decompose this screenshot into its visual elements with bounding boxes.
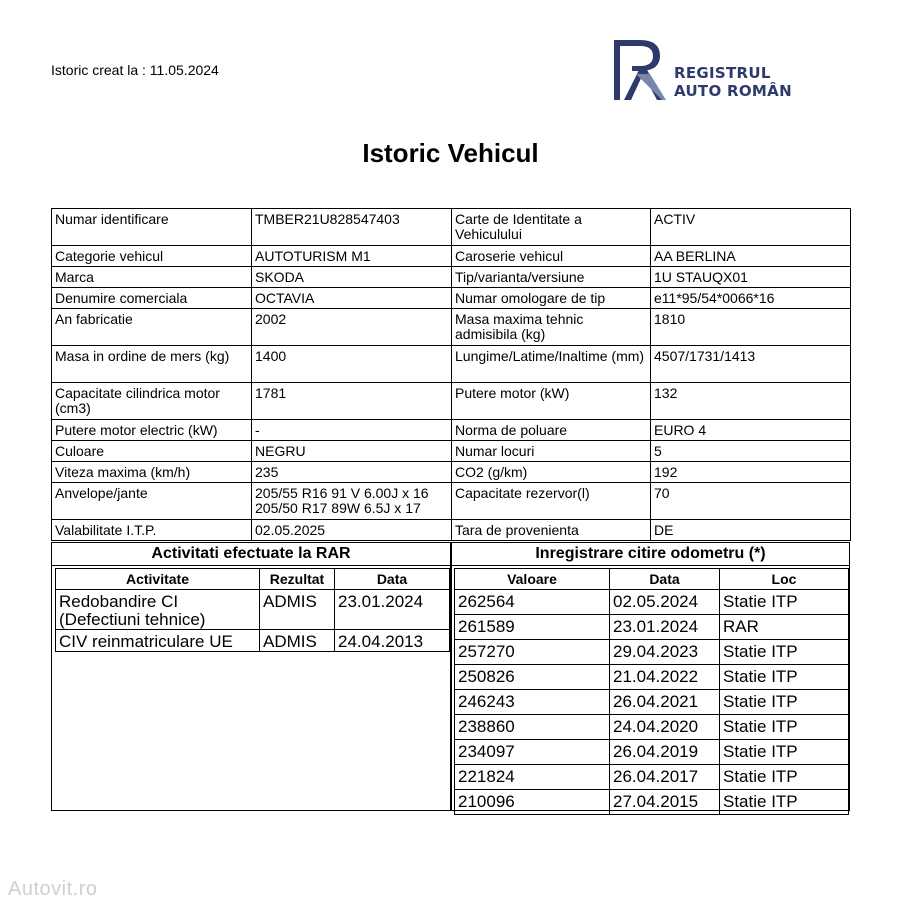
odometer-row [455,790,849,815]
odometer-location: Statie ITP [720,765,849,790]
odometer-date: 21.04.2022 [610,665,720,690]
odometer-date: 02.05.2024 [610,590,720,615]
rar-logo-icon [610,38,674,102]
field-label: Anvelope/jante [52,483,252,520]
field-value: ACTIV [651,209,851,246]
odometer-location: Statie ITP [720,590,849,615]
field-label: Capacitate rezervor(l) [452,483,651,520]
odometer-value: 250826 [455,665,610,690]
info-row [52,383,851,420]
info-row [52,209,851,246]
info-row [52,346,851,383]
field-value: 2002 [252,309,452,346]
odometer-value: 261589 [455,615,610,640]
field-value: 205/55 R16 91 V 6.00J x 16 205/50 R17 89W 6.5J x 17 [252,483,452,520]
odometer-date: 27.04.2015 [610,790,720,815]
field-label: An fabricatie [52,309,252,346]
field-value: 1U STAUQX01 [651,267,851,288]
field-label: Numar locuri [452,441,651,462]
odometer-row [455,740,849,765]
field-value: SKODA [252,267,452,288]
created-date: Istoric creat la : 11.05.2024 [51,62,219,78]
field-label: Masa in ordine de mers (kg) [52,346,252,383]
activity-date: 23.01.2024 [335,590,450,630]
odometer-value: 221824 [455,765,610,790]
field-value: DE [651,520,851,541]
field-value: EURO 4 [651,420,851,441]
field-label: Capacitate cilindrica motor (cm3) [52,383,252,420]
logo-text: REGISTRUL AUTO ROMÂN [674,64,792,100]
field-label: Putere motor (kW) [452,383,651,420]
odometer-value: 257270 [455,640,610,665]
field-value: 5 [651,441,851,462]
field-value: 70 [651,483,851,520]
activity-result: ADMIS [260,590,335,630]
watermark: Autovit.ro [8,878,98,900]
field-value: 235 [252,462,452,483]
odometer-header-loc: Loc [720,569,849,590]
field-value: 192 [651,462,851,483]
activities-header-activitate: Activitate [56,569,260,590]
field-label: Valabilitate I.T.P. [52,520,252,541]
activity-name: CIV reinmatriculare UE [56,630,260,652]
odometer-date: 26.04.2017 [610,765,720,790]
field-label: Numar omologare de tip [452,288,651,309]
field-label: Masa maxima tehnic admisibila (kg) [452,309,651,346]
odometer-row [455,715,849,740]
activities-table [55,568,450,652]
info-row [52,288,851,309]
field-value: e11*95/54*0066*16 [651,288,851,309]
info-row [52,420,851,441]
info-row [52,441,851,462]
field-value: 02.05.2025 [252,520,452,541]
field-value: 132 [651,383,851,420]
odometer-location: Statie ITP [720,665,849,690]
vehicle-info-table [51,208,851,541]
odometer-row [455,590,849,615]
odometer-value: 210096 [455,790,610,815]
info-row [52,462,851,483]
field-label: CO2 (g/km) [452,462,651,483]
page-title: Istoric Vehicul [362,138,539,168]
activities-title: Activitati efectuate la RAR [52,543,450,566]
rar-logo [610,38,800,102]
field-label: Culoare [52,441,252,462]
field-label: Marca [52,267,252,288]
odometer-value: 246243 [455,690,610,715]
activities-section [51,542,451,811]
odometer-location: RAR [720,615,849,640]
info-row [52,483,851,520]
odometer-location: Statie ITP [720,715,849,740]
odometer-row [455,615,849,640]
field-value: NEGRU [252,441,452,462]
field-value: TMBER21U828547403 [252,209,452,246]
odometer-date: 29.04.2023 [610,640,720,665]
odometer-title: Inregistrare citire odometru (*) [452,543,849,566]
odometer-date: 26.04.2019 [610,740,720,765]
field-label: Tara de provenienta [452,520,651,541]
odometer-location: Statie ITP [720,640,849,665]
info-row [52,246,851,267]
field-value: 4507/1731/1413 [651,346,851,383]
odometer-location: Statie ITP [720,690,849,715]
field-label: Norma de poluare [452,420,651,441]
odometer-location: Statie ITP [720,790,849,815]
odometer-date: 23.01.2024 [610,615,720,640]
field-value: OCTAVIA [252,288,452,309]
field-label: Carte de Identitate a Vehiculului [452,209,651,246]
field-value: 1810 [651,309,851,346]
info-row [52,309,851,346]
activity-result: ADMIS [260,630,335,652]
field-label: Viteza maxima (km/h) [52,462,252,483]
field-label: Numar identificare [52,209,252,246]
activity-row [56,590,450,630]
odometer-section [451,542,850,811]
field-label: Denumire comerciala [52,288,252,309]
info-row [52,520,851,541]
activity-date: 24.04.2013 [335,630,450,652]
odometer-table [454,568,849,815]
activity-row [56,630,450,652]
odometer-value: 262564 [455,590,610,615]
field-value: AA BERLINA [651,246,851,267]
field-value: 1781 [252,383,452,420]
odometer-value: 234097 [455,740,610,765]
info-row [52,267,851,288]
odometer-value: 238860 [455,715,610,740]
odometer-date: 26.04.2021 [610,690,720,715]
activities-header-rezultat: Rezultat [260,569,335,590]
field-label: Categorie vehicul [52,246,252,267]
activities-header-data: Data [335,569,450,590]
field-label: Putere motor electric (kW) [52,420,252,441]
odometer-row [455,640,849,665]
activity-name: Redobandire CI (Defectiuni tehnice) [56,590,260,630]
odometer-header-data: Data [610,569,720,590]
field-value: 1400 [252,346,452,383]
odometer-row [455,690,849,715]
odometer-row [455,765,849,790]
odometer-header-valoare: Valoare [455,569,610,590]
odometer-row [455,665,849,690]
field-label: Lungime/Latime/Inaltime (mm) [452,346,651,383]
field-label: Caroserie vehicul [452,246,651,267]
field-value: - [252,420,452,441]
field-label: Tip/varianta/versiune [452,267,651,288]
odometer-date: 24.04.2020 [610,715,720,740]
odometer-location: Statie ITP [720,740,849,765]
field-value: AUTOTURISM M1 [252,246,452,267]
